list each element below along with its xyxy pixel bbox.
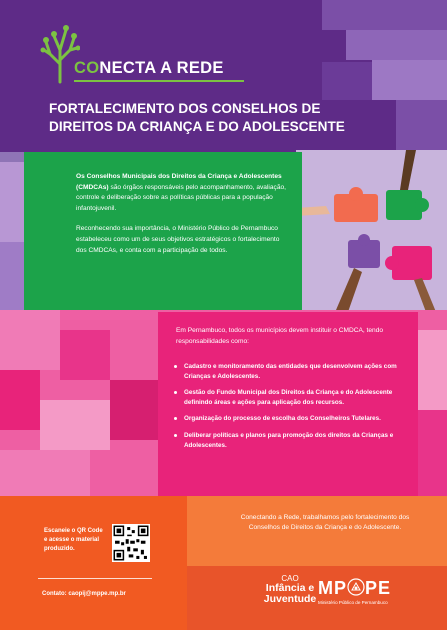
bullet-icon [174, 391, 177, 394]
decor-square [110, 380, 158, 440]
intro-paragraph-2: Reconhecendo sua importância, o Ministério Público de Pernambuco estabeleceu como um de seus objetivos estratégicos o fortalecimento dos CMDCAs, e conta com a participação de todos. [76, 225, 280, 254]
intro-bold: Os Conselhos Municipais dos Direitos da Criança e Adolescentes (CMDCAs) [76, 173, 282, 191]
decor-square [0, 310, 60, 370]
qr-instructions: Escaneie o QR Code e acesse o material produzido. [44, 528, 103, 552]
list-item [170, 362, 404, 381]
contact-email[interactable]: Contato: caopij@mppe.mp.br [42, 591, 126, 597]
decor-square [0, 370, 40, 430]
decor-square [0, 242, 24, 312]
cao-line-2: Infância e [265, 582, 315, 594]
decor-square [372, 60, 447, 100]
brand-rest: NECTA A REDE [99, 59, 224, 77]
cao-logo [254, 574, 326, 605]
decor-square [0, 162, 24, 242]
list-item-text: Cadastro e monitoramento das entidades que desenvolvem ações com Crianças e Adolescentes. [184, 363, 397, 380]
brand-name [74, 59, 224, 78]
mppe-right: PE [365, 578, 392, 598]
intro-paragraph-1 [76, 172, 290, 214]
brand-prefix: CO [74, 59, 100, 77]
mppe-left: MP [318, 578, 347, 598]
qr-code-icon[interactable] [112, 524, 150, 562]
mppe-wordmark [318, 578, 410, 599]
list-item-text: Gestão do Fundo Municipal dos Direitos da Criança e do Adolescente definindo áreas e ações para aplicação dos recursos. [184, 389, 393, 406]
decor-square [60, 330, 110, 380]
intro-text [76, 172, 290, 256]
intro-rest: são órgãos responsáveis pelo acompanhamento, avaliação, controle e deliberação sobre as políticas públicas para a população infantojuvenil. [76, 183, 287, 212]
footer-left [0, 496, 187, 630]
responsibilities-list [170, 362, 404, 457]
list-item [170, 388, 404, 407]
cao-label: CAO [281, 574, 299, 583]
decor-square [0, 450, 90, 496]
page-title: FORTALECIMENTO DOS CONSELHOS DE DIREITOS DA CRIANÇA E DO ADOLESCENTE [49, 101, 345, 134]
intro-panel [24, 152, 302, 310]
footer-statement: Conectando a Rede, trabalhamos pelo fortalecimento dos Conselhos de Direitos da Criança e do Adolescente. [240, 514, 410, 531]
footer-divider [38, 578, 152, 579]
bullet-icon [174, 417, 177, 420]
bullet-icon [174, 365, 177, 368]
decor-square [418, 330, 447, 410]
decor-square [40, 400, 110, 450]
list-item [170, 414, 404, 424]
decor-square [396, 100, 447, 152]
decor-square [322, 62, 372, 100]
mppe-subtitle: Ministério Público de Pernambuco [318, 600, 388, 605]
puzzle-hands-illustration [296, 150, 447, 312]
cao-line-3: Juventude [263, 593, 317, 605]
decor-square [346, 30, 447, 60]
brand-underline [74, 80, 244, 82]
responsibilities-panel [158, 312, 418, 496]
mppe-logo [318, 578, 410, 605]
decor-square [322, 0, 447, 30]
emblem-icon [347, 578, 365, 596]
list-item-text: Organização do processo de escolha dos Conselheiros Tutelares. [184, 415, 381, 423]
bullet-icon [174, 434, 177, 437]
responsibilities-intro: Em Pernambuco, todos os municípios devem instituir o CMDCA, tendo responsabilidades como: [176, 327, 384, 345]
list-item [170, 431, 404, 450]
decor-square [418, 410, 447, 496]
list-item-text: Deliberar políticas e planos para promoção dos direitos da Crianças e Adolescentes. [184, 431, 394, 449]
